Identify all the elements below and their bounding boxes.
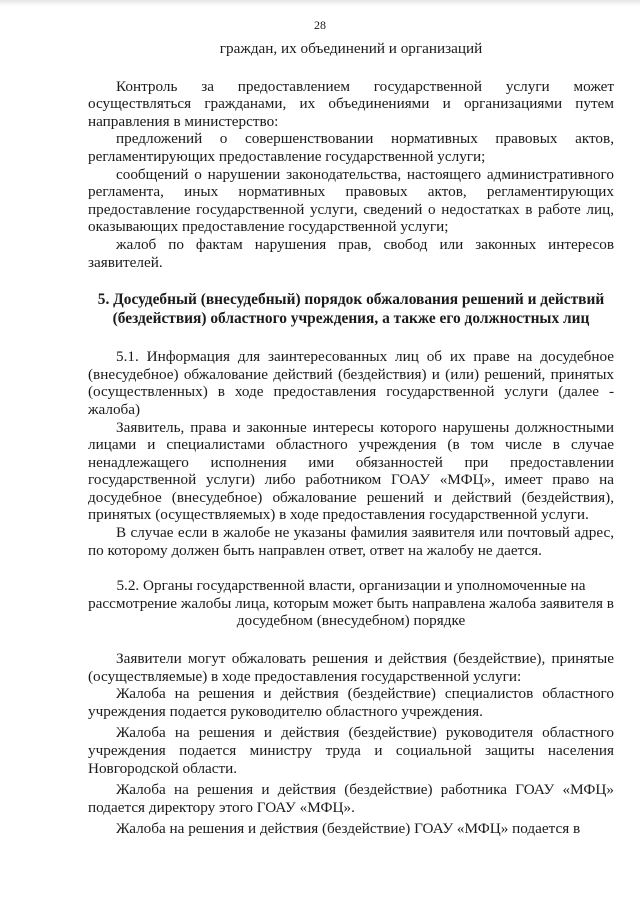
paragraph-applicant-rights: Заявитель, права и законные интересы которого нарушены должностными лицами и специалистами областного учреждения (в том числе в случае ненадлежащего исполнения ими обязанностей при предоставлении государственной услуги) либо работником ГОАУ «МФЦ», имеет право на досудебное (внесудебное) обжалование решений и действий (бездействия), принятых (осуществляемых) в ходе предоставления государственной услуги. bbox=[88, 418, 614, 524]
paragraph-mfc: Жалоба на решения и действия (бездействие) ГОАУ «МФЦ» подается в bbox=[116, 820, 581, 838]
paragraph-mfc-worker: Жалоба на решения и действия (бездействие) работника ГОАУ «МФЦ» подается директору этого ГОАУ «МФЦ». bbox=[88, 781, 614, 816]
paragraph-control: Контроль за предоставлением государственной услуги может осуществляться гражданами, их объединениями и организациями путем направления в министерство: bbox=[88, 77, 614, 130]
paragraph-appeal-right: Заявители могут обжаловать решения и действия (бездействие), принятые (осуществляемые) в ходе предоставления государственной услуги: bbox=[88, 650, 614, 685]
paragraph-reports: сообщений о нарушении законодательства, настоящего административного регламента, иных нормативных правовых актов, регламентирующих предоставление государственной услуги, сведений о недостатках в работе лиц, оказывающих предоставление государственной услуги; bbox=[88, 165, 614, 236]
paragraph-specialists: Жалоба на решения и действия (бездействие) специалистов областного учреждения подается руководителю областного учреждения. bbox=[88, 685, 614, 720]
continuation-line: граждан, их объединений и организаций bbox=[219, 40, 483, 57]
paragraph-5-1: 5.1. Информация для заинтересованных лиц об их праве на досудебное (внесудебное) обжалование действий (бездействия) и (или) решений, принятых (осуществленных) в ходе предоставления государственной услуги (далее - жалоба) bbox=[88, 348, 614, 418]
page-content bbox=[88, 40, 614, 838]
section-5-heading: 5. Досудебный (внесудебный) порядок обжалования решений и действий (бездействия) областного учреждения, а также его должностных лиц bbox=[97, 291, 605, 328]
paragraph-proposals: предложений о совершенствовании нормативных правовых актов, регламентирующих предоставление государственной услуги; bbox=[88, 130, 614, 165]
paragraph-complaints: жалоб по фактам нарушения прав, свобод или законных интересов заявителей. bbox=[88, 235, 614, 271]
paragraph-no-address: В случае если в жалобе не указаны фамилия заявителя или почтовый адрес, по которому должен быть направлен ответ, ответ на жалобу не дается. bbox=[88, 524, 614, 559]
scan-edge bbox=[0, 0, 640, 6]
section-5-2-heading: 5.2. Органы государственной власти, организации и уполномоченные на рассмотрение жалобы лица, которым может быть направлена жалоба заявителя в досудебном (внесудебном) порядке bbox=[88, 577, 614, 630]
paragraph-head: Жалоба на решения и действия (бездействие) руководителя областного учреждения подается министру труда и социальной защиты населения Новгородской области. bbox=[88, 724, 614, 777]
page-number: 28 bbox=[314, 18, 326, 32]
